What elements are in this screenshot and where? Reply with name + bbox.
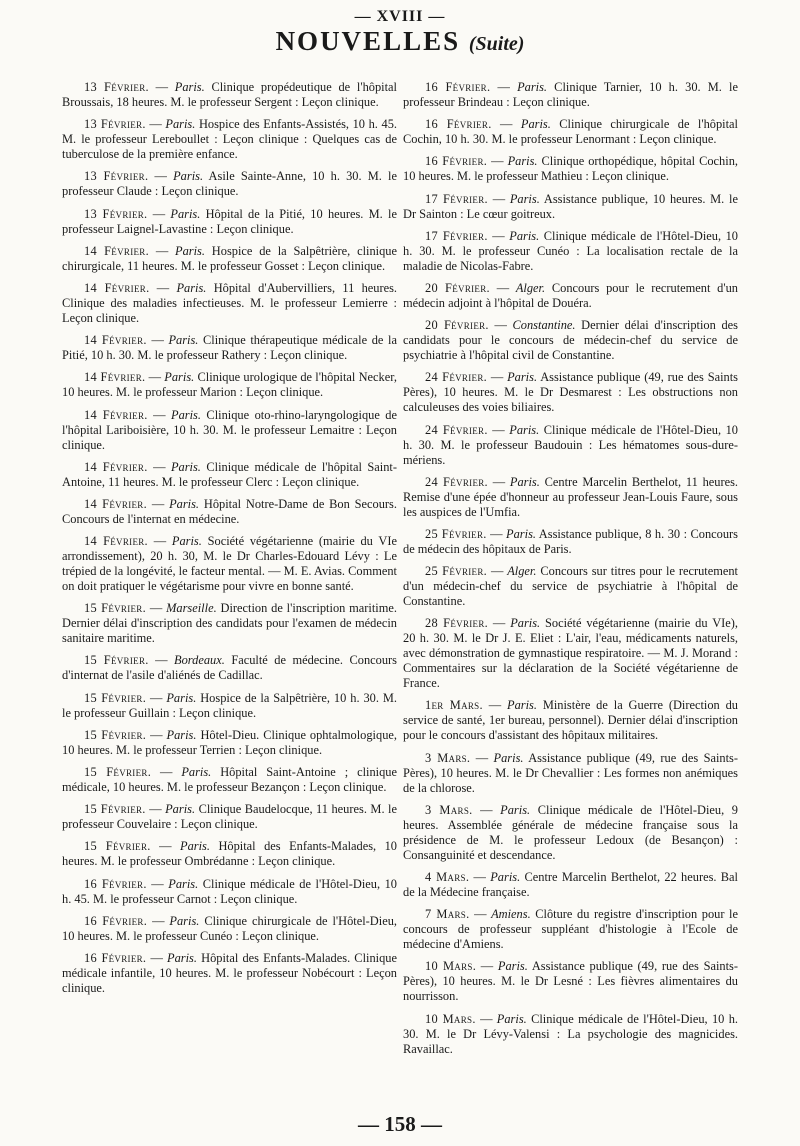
news-entry: 17 Février. — Paris. Assistance publique, 10 heures. M. le Dr Sainton : Le cœur goitreux.	[403, 191, 738, 221]
entry-date: 14 Février.	[84, 534, 148, 549]
entry-place: Paris.	[168, 876, 199, 891]
roman-page-number: — XVIII —	[354, 8, 446, 25]
news-entry: 20 Février. — Constantine. Dernier délai d'inscription des candidats pour le concours de médecin-chef du service de psychiatrie à l'hôpital civil de Constantine.	[403, 318, 738, 363]
news-entry: 24 Février. — Paris. Centre Marcelin Berthelot, 11 heures. Remise d'une épée d'honneur au professeur Jean-Louis Faure, sous les auspices de l'Umfia.	[403, 474, 739, 519]
left-column	[62, 80, 397, 1003]
entry-date: 20 Février.	[425, 318, 489, 333]
entry-place: Constantine.	[512, 318, 576, 333]
news-entry: 15 Février. — Paris. Hospice de la Salpêtrière, 10 h. 30. M. le professeur Guillain : Leçon clinique.	[62, 690, 397, 720]
entry-date: 14 Février.	[84, 280, 150, 295]
entry-place: Paris.	[181, 765, 212, 779]
entry-date: 14 Février.	[84, 370, 146, 385]
entry-text: Clinique chirurgicale de l'hôpital Cochin, 10 h. 30. M. le professeur Lenormant : Leçon clinique.	[403, 117, 738, 147]
entry-place: Paris.	[497, 959, 528, 974]
entry-place: Amiens.	[491, 907, 531, 922]
entry-text: Assistance publique (49, rue des Saints Pères), 10 heures. M. le Dr Desmarest : Les obstructions non calculeuses des voies biliaires.	[403, 370, 738, 415]
entry-date: 24 Février.	[425, 422, 488, 437]
entry-place: Paris.	[165, 117, 196, 132]
entry-place: Marseille.	[166, 601, 217, 616]
entry-date: 13 Février.	[84, 206, 148, 221]
news-entry: 25 Février. — Paris. Assistance publique, 8 h. 30 : Concours de médecin des hôpitaux de Paris.	[403, 526, 738, 556]
entry-place: Paris.	[490, 870, 521, 884]
entry-date: 16 Février.	[84, 913, 148, 928]
entry-date: 14 Février.	[84, 407, 148, 422]
entry-place: Alger.	[507, 564, 537, 579]
entry-place: Paris.	[168, 333, 199, 348]
entry-text: Société végétarienne (mairie du VIe), 20 h. 30. M. le Dr J. E. Eliet : L'air, l'eau, médicaments naturels, avec démonstration de gymnastique respiratoire. — M. J. Morand : Commentaires sur la déclaration de la Société végétarienne de France.	[403, 616, 738, 691]
news-entry: 14 Février. — Paris. Hôpital Notre-Dame de Bon Secours. Concours de l'internat en médecine.	[62, 496, 397, 526]
entry-text: Clinique médicale de l'Hôtel-Dieu, 9 heures. Assemblée générale de médecine française sous la présidence de M. le professeur Ledoux (de Besançon) : Consanguinité et descendance.	[403, 802, 738, 862]
entry-place: Paris.	[500, 802, 531, 817]
entry-date: 28 Février.	[425, 616, 489, 631]
entry-date: 14 Février.	[84, 459, 148, 474]
news-entry: 14 Février. — Paris. Hospice de la Salpêtrière, clinique chirurgicale, 11 heures. M. le professeur Gosset : Leçon clinique.	[62, 243, 397, 273]
entry-place: Paris.	[507, 370, 538, 385]
news-entry: 20 Février. — Alger. Concours pour le recrutement d'un médecin adjoint à l'hôpital de Douéra.	[403, 280, 738, 310]
news-entry: 13 Février. — Paris. Clinique propédeutique de l'hôpital Broussais, 18 heures. M. le professeur Sergent : Leçon clinique.	[62, 80, 397, 109]
entry-place: Paris.	[176, 280, 207, 295]
entry-text: Centre Marcelin Berthelot, 22 heures. Bal de la Médecine française.	[403, 870, 739, 899]
entry-text: Hôpital Saint-Antoine ; clinique médicale, 10 heures. M. le professeur Bezançon : Leçon clinique.	[62, 765, 397, 794]
entry-place: Paris.	[509, 228, 540, 243]
entry-text: Hôpital des Enfants-Malades. Clinique médicale infantile, 10 heures. M. le professeur Nobécourt : Leçon clinique.	[62, 950, 397, 995]
news-entry: 28 Février. — Paris. Société végétarienne (mairie du VIe), 20 h. 30. M. le Dr J. E. Eliet : L'air, l'eau, médicaments naturels, avec démonstration de gymnastique respiratoire. — M. J. Morand : Commentaires sur la déclaration de la Société végétarienne de France.	[403, 616, 738, 691]
entry-date: 15 Février.	[84, 601, 147, 616]
entry-text: Hôpital d'Aubervilliers, 11 heures. Clinique des maladies infectieuses. M. le professeur Lemierre : Leçon clinique.	[62, 280, 397, 325]
entry-text: Assistance publique (49, rue des Saints-Pères), 10 heures. M. le Dr Lesné : Les fièvres alimentaires du nourrisson.	[403, 959, 738, 1004]
entry-text: Concours pour le recrutement d'un médecin adjoint à l'hôpital de Douéra.	[403, 280, 738, 310]
entry-place: Paris.	[509, 422, 540, 437]
entry-text: Faculté de médecine. Concours d'internat de l'asile d'aliénés de Cadillac.	[62, 653, 397, 683]
entry-place: Paris.	[174, 80, 205, 94]
entry-date: 13 Février.	[84, 169, 149, 184]
entry-date: 14 Février.	[84, 496, 148, 511]
entry-date: 15 Février.	[84, 653, 149, 668]
entry-date: 13 Février.	[84, 80, 149, 94]
page-number: — 158 —	[358, 1112, 442, 1136]
entry-text: Ministère de la Guerre (Direction du service de santé, 1er bureau, personnel). Dernier délai d'inscription pour le concours d'assistant des hôpitaux militaires.	[403, 698, 738, 743]
news-entry: 16 Février. — Paris. Hôpital des Enfants-Malades. Clinique médicale infantile, 10 heures. M. le professeur Nobécourt : Leçon clinique.	[62, 950, 397, 995]
entry-place: Paris.	[509, 191, 540, 206]
news-entry: 3 Mars. — Paris. Assistance publique (49, rue des Saints-Pères), 10 heures. M. le Dr Chevallier : Les formes non anémiques de la chlorose.	[403, 750, 738, 795]
entry-date: 1er Mars.	[425, 698, 483, 713]
news-entry: 15 Février. — Bordeaux. Faculté de médecine. Concours d'internat de l'asile d'aliénés de Cadillac.	[62, 653, 397, 683]
entry-text: Clinique médicale de l'Hôtel-Dieu, 10 h. 45. M. le professeur Carnot : Leçon clinique.	[62, 876, 398, 906]
entry-text: Direction de l'inscription maritime. Dernier délai d'inscription des candidats pour l'examen de médecin sanitaire maritime.	[62, 601, 397, 646]
entry-text: Hôpital Notre-Dame de Bon Secours. Concours de l'internat en médecine.	[62, 496, 397, 526]
entry-text: Assistance publique, 8 h. 30 : Concours de médecin des hôpitaux de Paris.	[403, 526, 738, 556]
news-entry: 16 Février. — Paris. Clinique chirurgicale de l'hôpital Cochin, 10 h. 30. M. le professeur Lenormant : Leçon clinique.	[403, 117, 738, 147]
entry-place: Paris.	[169, 913, 200, 928]
entry-place: Paris.	[171, 407, 201, 422]
entry-place: Paris.	[167, 950, 197, 965]
entry-date: 16 Février.	[425, 80, 491, 94]
entry-date: 16 Février.	[84, 950, 147, 965]
entry-date: 3 Mars.	[425, 802, 473, 817]
entry-date: 13 Février.	[84, 117, 146, 132]
news-entry: 13 Février. — Paris. Asile Sainte-Anne, 10 h. 30. M. le professeur Claude : Leçon clinique.	[62, 169, 398, 199]
news-entry: 15 Février. — Paris. Hôtel-Dieu. Clinique ophtalmologique, 10 heures. M. le professeur Terrien : Leçon clinique.	[62, 727, 397, 757]
entry-date: 24 Février.	[425, 370, 488, 385]
entry-place: Paris.	[507, 154, 538, 169]
entry-text: Clinique Baudelocque, 11 heures. M. le professeur Couvelaire : Leçon clinique.	[62, 802, 397, 832]
entry-place: Paris.	[520, 117, 551, 132]
entry-text: Centre Marcelin Berthelot, 11 heures. Remise d'une épée d'honneur au professeur Jean-Louis Faure, sous les auspices de l'Umfia.	[403, 474, 739, 519]
news-entry: 1er Mars. — Paris. Ministère de la Guerre (Direction du service de santé, 1er bureau, personnel). Dernier délai d'inscription pour le concours d'assistant des hôpitaux militaires.	[403, 698, 738, 743]
entry-text: Asile Sainte-Anne, 10 h. 30. M. le professeur Claude : Leçon clinique.	[62, 169, 398, 199]
right-column	[403, 80, 738, 1064]
entry-text: Dernier délai d'inscription des candidats pour le concours de médecin-chef du service de psychiatrie à l'hôpital civil de Constantine.	[403, 318, 738, 363]
news-entry: 17 Février. — Paris. Clinique médicale de l'Hôtel-Dieu, 10 h. 30. M. le professeur Cunéo : La localisation rectale de la maladie de Nicolas-Fabre.	[403, 228, 739, 273]
entry-date: 25 Février.	[425, 564, 488, 579]
entry-place: Paris.	[517, 80, 548, 94]
page-title	[0, 26, 800, 57]
entry-date: 25 Février.	[425, 526, 487, 541]
entry-place: Bordeaux.	[174, 653, 225, 668]
news-entry: 16 Février. — Paris. Clinique orthopédique, hôpital Cochin, 10 heures. M. le professeur Mathieu : Leçon clinique.	[403, 154, 738, 184]
news-entry: 4 Mars. — Paris. Centre Marcelin Berthelot, 22 heures. Bal de la Médecine française.	[403, 870, 739, 899]
entry-text: Hospice de la Salpêtrière, clinique chirurgicale, 11 heures. M. le professeur Gosset : Leçon clinique.	[62, 243, 397, 273]
entry-text: Clinique propédeutique de l'hôpital Broussais, 18 heures. M. le professeur Sergent : Leçon clinique.	[62, 80, 397, 109]
entry-date: 10 Mars.	[425, 1011, 476, 1026]
news-entry: 16 Février. — Paris. Clinique Tarnier, 10 h. 30. M. le professeur Brindeau : Leçon clinique.	[403, 80, 739, 109]
entry-date: 17 Février.	[425, 228, 488, 243]
news-entry: 15 Février. — Marseille. Direction de l'inscription maritime. Dernier délai d'inscription des candidats pour l'examen de médecin sanitaire maritime.	[62, 601, 397, 646]
title-suffix: (Suite)	[468, 33, 525, 55]
news-entry: 3 Mars. — Paris. Clinique médicale de l'Hôtel-Dieu, 9 heures. Assemblée générale de médecine française sous la présidence de M. le professeur Ledoux (de Besançon) : Consanguinité et descendance.	[403, 802, 738, 862]
news-entry: 10 Mars. — Paris. Assistance publique (49, rue des Saints-Pères), 10 heures. M. le Dr Lesné : Les fièvres alimentaires du nourrisson.	[403, 959, 738, 1004]
entry-text: Clinique médicale de l'hôpital Saint-Antoine, 11 heures. M. le professeur Clerc : Leçon clinique.	[62, 459, 397, 489]
entry-date: 24 Février.	[425, 474, 488, 489]
entry-place: Paris.	[506, 526, 536, 541]
news-entry: 14 Février. — Paris. Clinique médicale de l'hôpital Saint-Antoine, 11 heures. M. le professeur Clerc : Leçon clinique.	[62, 459, 397, 489]
entry-date: 20 Février.	[425, 280, 490, 295]
entry-text: Clinique thérapeutique médicale de la Pitié, 10 h. 30. M. le professeur Rathery : Leçon clinique.	[62, 333, 397, 363]
entry-text: Assistance publique, 10 heures. M. le Dr Sainton : Le cœur goitreux.	[403, 191, 738, 221]
news-entry: 14 Février. — Paris. Clinique urologique de l'hôpital Necker, 10 heures. M. le professeur Marion : Leçon clinique.	[62, 370, 397, 400]
entry-place: Paris.	[171, 534, 202, 549]
entry-date: 10 Mars.	[425, 959, 477, 974]
entry-date: 7 Mars.	[425, 907, 470, 922]
entry-text: Assistance publique (49, rue des Saints-Pères), 10 heures. M. le Dr Chevallier : Les formes non anémiques de la chlorose.	[403, 750, 738, 795]
entry-place: Paris.	[166, 690, 197, 705]
entry-place: Paris.	[173, 169, 204, 184]
entry-place: Paris.	[496, 1011, 527, 1026]
entry-place: Paris.	[180, 839, 210, 854]
entry-text: Hôpital de la Pitié, 10 heures. M. le professeur Laignel-Lavastine : Leçon clinique.	[62, 206, 397, 236]
entry-text: Clôture du registre d'inscription pour le concours de professeur suppléant d'histologie à l'Ecole de médecine d'Amiens.	[403, 907, 738, 952]
news-entry: 10 Mars. — Paris. Clinique médicale de l'Hôtel-Dieu, 10 h. 30. M. le Dr Lévy-Valensi : La psychologie des magnicides. Ravaillac.	[403, 1011, 738, 1056]
entry-text: Hospice des Enfants-Assistés, 10 h. 45. M. le professeur Lereboullet : Leçon clinique : Quelques cas de tuberculose de la première enfance.	[62, 117, 397, 162]
news-entry: 14 Février. — Paris. Hôpital d'Aubervilliers, 11 heures. Clinique des maladies infectieuses. M. le professeur Lemierre : Leçon clinique.	[62, 280, 397, 325]
entry-text: Clinique chirurgicale de l'Hôtel-Dieu, 10 heures. M. le professeur Cunéo : Leçon clinique.	[62, 913, 397, 943]
news-entry: 14 Février. — Paris. Clinique thérapeutique médicale de la Pitié, 10 h. 30. M. le professeur Rathery : Leçon clinique.	[62, 333, 397, 363]
entry-place: Paris.	[493, 750, 524, 765]
entry-date: 4 Mars.	[425, 870, 470, 884]
entry-place: Paris.	[166, 727, 197, 742]
entry-date: 14 Février.	[84, 333, 147, 348]
entry-place: Paris.	[169, 496, 200, 511]
entry-date: 14 Février.	[84, 243, 149, 258]
entry-text: Clinique orthopédique, hôpital Cochin, 10 heures. M. le professeur Mathieu : Leçon clinique.	[403, 154, 738, 184]
entry-text: Hôpital des Enfants-Malades, 10 heures. M. le professeur Ombrédanne : Leçon clinique.	[62, 839, 397, 869]
news-entry: 24 Février. — Paris. Assistance publique (49, rue des Saints Pères), 10 heures. M. le Dr Desmarest : Les obstructions non calculeuses des voies biliaires.	[403, 370, 738, 415]
entry-place: Alger.	[515, 280, 546, 295]
entry-text: Clinique médicale de l'Hôtel-Dieu, 10 h. 30. M. le Dr Lévy-Valensi : La psychologie des magnicides. Ravaillac.	[403, 1011, 738, 1056]
entry-date: 17 Février.	[425, 191, 488, 206]
entry-place: Paris.	[170, 459, 201, 474]
news-entry: 25 Février. — Alger. Concours sur titres pour le recrutement d'un médecin-chef du service de psychiatrie à l'hôpital de Constantine.	[403, 564, 738, 609]
news-entry: 7 Mars. — Amiens. Clôture du registre d'inscription pour le concours de professeur suppléant d'histologie à l'Ecole de médecine d'Amiens.	[403, 907, 738, 952]
entry-text: Hospice de la Salpêtrière, 10 h. 30. M. le professeur Guillain : Leçon clinique.	[62, 690, 397, 720]
entry-date: 15 Février.	[84, 765, 152, 779]
entry-place: Paris.	[509, 474, 540, 489]
news-entry: 13 Février. — Paris. Hospice des Enfants-Assistés, 10 h. 45. M. le professeur Lereboullet : Leçon clinique : Quelques cas de tuberculose de la première enfance.	[62, 117, 397, 162]
news-entry: 14 Février. — Paris. Société végétarienne (mairie du VIe arrondissement), 20 h. 30, M. le Dr Charles-Edouard Lévy : Le trépied de la longévité, le facteur mental. — M. E. Avias. Comment on doit pratiquer le végétarisme pour vivre en bonne santé.	[62, 534, 397, 594]
entry-text: Clinique urologique de l'hôpital Necker, 10 heures. M. le professeur Marion : Leçon clinique.	[62, 370, 397, 400]
entry-date: 15 Février.	[84, 690, 147, 705]
entry-place: Paris.	[164, 370, 195, 385]
news-entry: 15 Février. — Paris. Clinique Baudelocque, 11 heures. M. le professeur Couvelaire : Leçon clinique.	[62, 802, 397, 832]
entry-date: 3 Mars.	[425, 750, 471, 765]
news-entry: 15 Février. — Paris. Hôpital des Enfants-Malades, 10 heures. M. le professeur Ombrédanne : Leçon clinique.	[62, 839, 397, 869]
entry-date: 15 Février.	[84, 839, 151, 854]
entry-date: 16 Février.	[425, 117, 492, 132]
news-entry: 13 Février. — Paris. Hôpital de la Pitié, 10 heures. M. le professeur Laignel-Lavastine : Leçon clinique.	[62, 206, 397, 236]
entry-text: Clinique oto-rhino-laryngologique de l'hôpital Lariboisière, 10 h. 30. M. le professeur Lemaitre : Leçon clinique.	[62, 407, 397, 452]
entry-date: 16 Février.	[425, 154, 488, 169]
entry-date: 16 Février.	[84, 876, 147, 891]
entry-date: 15 Février.	[84, 802, 146, 817]
entry-place: Paris.	[170, 206, 201, 221]
news-entry: 16 Février. — Paris. Clinique chirurgicale de l'Hôtel-Dieu, 10 heures. M. le professeur Cunéo : Leçon clinique.	[62, 913, 397, 943]
entry-text: Clinique médicale de l'Hôtel-Dieu, 10 h. 30. M. le professeur Baudouin : Les hématomes sous-dure-mériens.	[403, 422, 739, 467]
entry-place: Paris.	[165, 802, 196, 817]
entry-date: 15 Février.	[84, 727, 147, 742]
entry-text: Concours sur titres pour le recrutement d'un médecin-chef du service de psychiatrie à l'hôpital de Constantine.	[403, 564, 738, 609]
news-entry: 14 Février. — Paris. Clinique oto-rhino-laryngologique de l'hôpital Lariboisière, 10 h. 30. M. le professeur Lemaitre : Leçon clinique.	[62, 407, 397, 452]
entry-text: Clinique médicale de l'Hôtel-Dieu, 10 h. 30. M. le professeur Cunéo : La localisation rectale de la maladie de Nicolas-Fabre.	[403, 228, 739, 273]
entry-text: Société végétarienne (mairie du VIe arrondissement), 20 h. 30, M. le Dr Charles-Edouard Lévy : Le trépied de la longévité, le facteur mental. — M. E. Avias. Comment on doit pratiquer le végétarisme pour vivre en bonne santé.	[62, 534, 397, 594]
news-entry: 24 Février. — Paris. Clinique médicale de l'Hôtel-Dieu, 10 h. 30. M. le professeur Baudouin : Les hématomes sous-dure-mériens.	[403, 422, 739, 467]
title-text: NOUVELLES	[275, 26, 461, 56]
entry-place: Paris.	[510, 616, 541, 631]
entry-text: Hôtel-Dieu. Clinique ophtalmologique, 10 heures. M. le professeur Terrien : Leçon clinique.	[62, 727, 397, 757]
entry-place: Paris.	[175, 243, 205, 258]
entry-place: Paris.	[507, 698, 537, 713]
news-entry: 15 Février. — Paris. Hôpital Saint-Antoine ; clinique médicale, 10 heures. M. le professeur Bezançon : Leçon clinique.	[62, 765, 397, 794]
entry-text: Clinique Tarnier, 10 h. 30. M. le professeur Brindeau : Leçon clinique.	[403, 80, 739, 109]
news-entry: 16 Février. — Paris. Clinique médicale de l'Hôtel-Dieu, 10 h. 45. M. le professeur Carnot : Leçon clinique.	[62, 876, 398, 906]
